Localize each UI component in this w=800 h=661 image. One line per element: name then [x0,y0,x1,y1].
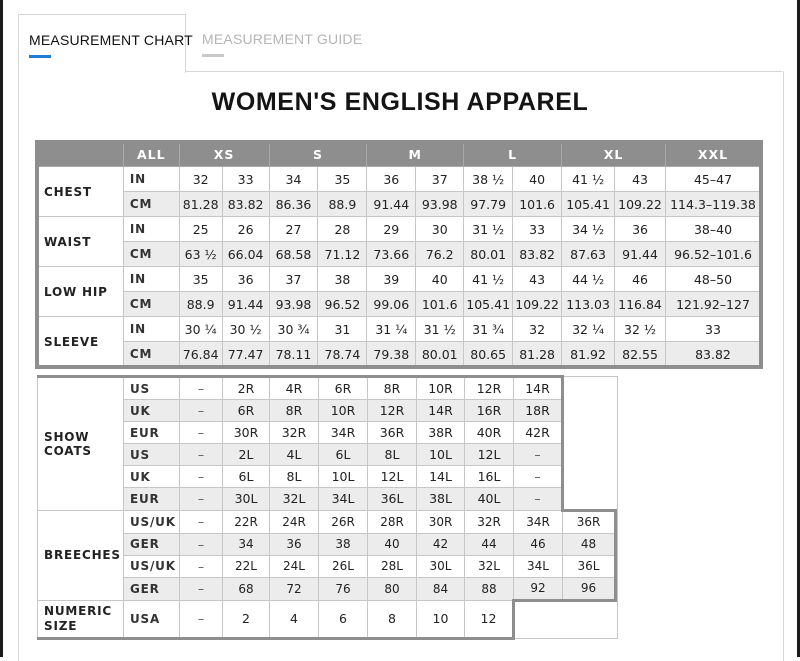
value-cell: 38 ½ [464,167,513,192]
value-cell: 81.28 [179,192,222,217]
value-cell: 83.82 [513,242,562,267]
value-cell: 66.04 [222,242,269,267]
size-cell: 2 [223,600,270,638]
size-cell: 10L [417,444,465,466]
size-cell: – [180,444,223,466]
size-header: S [269,143,367,167]
size-cell: 32L [465,555,514,577]
size-cell: 44 [465,533,514,555]
size-cell: 8 [368,600,417,638]
value-cell: 91.44 [615,242,666,267]
show-coats-row [38,466,618,488]
empty-cell [616,400,618,422]
size-cell: 32R [270,422,319,444]
value-cell: 93.98 [269,292,318,317]
size-cell: – [180,577,223,600]
size-cell: 4R [270,377,319,400]
value-cell: 31 ½ [464,217,513,242]
value-cell: 80.01 [464,242,513,267]
size-cell: 8L [368,444,417,466]
value-cell: 79.38 [367,342,416,367]
value-cell: 91.44 [367,192,416,217]
value-cell: 27 [269,217,318,242]
value-cell: 105.41 [562,192,615,217]
empty-cell [563,400,616,422]
empty-cell [563,600,616,638]
corner-cell [38,143,124,167]
unit-label: IN [123,267,179,292]
size-header: XXL [666,143,761,167]
value-cell: 32 [513,317,562,342]
value-cell: 25 [179,217,222,242]
measurement-row-cm [38,342,761,367]
size-cell: 48 [563,533,616,555]
value-cell: 46 [615,267,666,292]
breeches-row [38,510,618,533]
value-cell: 109.22 [513,292,562,317]
value-cell: 73.66 [367,242,416,267]
measurement-row-cm [38,242,761,267]
empty-cell [563,466,616,488]
value-cell: 31 ¾ [464,317,513,342]
unit-label: UK [124,466,180,488]
unit-label: CM [123,292,179,317]
size-cell: 36L [368,488,417,511]
unit-label: US [124,444,180,466]
value-cell: 116.84 [615,292,666,317]
size-cell: 12L [368,466,417,488]
value-cell: 91.44 [222,292,269,317]
unit-label: CM [123,242,179,267]
size-cell: 10R [319,400,368,422]
value-cell: 37 [416,167,464,192]
page-title: WOMEN'S ENGLISH APPAREL [211,88,589,116]
value-cell: 39 [367,267,416,292]
size-cell: 6L [223,466,270,488]
value-cell: 113.03 [562,292,615,317]
size-cell: 36L [563,555,616,577]
value-cell: 101.6 [416,292,464,317]
measurement-row-cm [38,192,761,217]
numeric-size-row [38,600,618,638]
value-cell: 32 [179,167,222,192]
value-cell: 82.55 [615,342,666,367]
value-cell: 86.36 [269,192,318,217]
value-cell: 99.06 [367,292,416,317]
value-cell: 83.82 [222,192,269,217]
value-cell: 96.52–101.6 [666,242,761,267]
empty-cell [563,444,616,466]
size-cell: 12R [368,400,417,422]
size-header: M [367,143,464,167]
size-cell: 68 [223,577,270,600]
empty-cell [563,422,616,444]
value-cell: 81.28 [513,342,562,367]
size-cell: 22R [223,510,270,533]
size-header-row [38,143,761,167]
size-cell: 30L [223,488,270,511]
unit-label: CM [123,192,179,217]
size-cell: 8R [368,377,417,400]
breeches-row [38,533,618,555]
size-header: L [464,143,562,167]
value-cell: 45–47 [666,167,761,192]
size-cell: 38R [417,422,465,444]
size-cell: 76 [319,577,368,600]
value-cell: 36 [222,267,269,292]
value-cell: 40 [416,267,464,292]
breeches-label: BREECHES [38,510,124,600]
value-cell: 36 [367,167,416,192]
numeric-size-label [38,600,124,638]
value-cell: 33 [513,217,562,242]
size-cell: 14R [417,400,465,422]
value-cell: 71.12 [318,242,367,267]
size-cell: 18R [514,400,563,422]
size-cell: 34 [223,533,270,555]
show-coats-row [38,488,618,511]
unit-label: US/UK [124,510,180,533]
size-header: ALL [123,143,179,167]
measurement-row-in [38,167,761,192]
size-cell: – [180,600,223,638]
empty-cell [616,488,618,511]
value-cell: 32 ½ [615,317,666,342]
size-cell: 16L [465,466,514,488]
value-cell: 101.6 [513,192,562,217]
value-cell: 41 ½ [464,267,513,292]
body-measurements-table [37,142,761,367]
value-cell: 33 [666,317,761,342]
size-cell: 10 [417,600,465,638]
measurement-label: WAIST [38,217,124,267]
value-cell: 63 ½ [179,242,222,267]
measurement-row-cm [38,292,761,317]
value-cell: 43 [513,267,562,292]
size-cell: 16R [465,400,514,422]
tab-label: MEASUREMENT CHART [29,32,193,48]
empty-cell [616,444,618,466]
empty-cell [616,577,618,600]
measurement-row-in [38,267,761,292]
value-cell: 34 ½ [562,217,615,242]
value-cell: 97.79 [464,192,513,217]
size-cell: 42R [514,422,563,444]
show-coats-row [38,377,618,400]
value-cell: 80.01 [416,342,464,367]
unit-label: GER [124,533,180,555]
value-cell: 33 [222,167,269,192]
show-coats-row [38,444,618,466]
measurement-label: CHEST [38,167,124,217]
size-cell: 28L [368,555,417,577]
value-cell: 88.9 [179,292,222,317]
size-cell: – [180,466,223,488]
value-cell: 105.41 [464,292,513,317]
garment-sizes-table [37,375,618,640]
size-header: XL [562,143,666,167]
size-cell: 4L [270,444,319,466]
value-cell: 30 ¾ [269,317,318,342]
value-cell: 93.98 [416,192,464,217]
size-cell: 26L [319,555,368,577]
value-cell: 96.52 [318,292,367,317]
tab-measurement-guide[interactable] [192,14,392,71]
size-cell: – [180,510,223,533]
size-cell: – [514,466,563,488]
size-cell: 10R [417,377,465,400]
unit-label: IN [123,217,179,242]
size-cell: 72 [270,577,319,600]
size-cell: 36R [368,422,417,444]
size-cell: 92 [514,577,563,600]
empty-cell [616,600,618,638]
value-cell: 26 [222,217,269,242]
label-line: SHOW [44,429,90,444]
size-cell: 26R [319,510,368,533]
size-cell: – [180,555,223,577]
size-cell: – [514,488,563,511]
value-cell: 43 [615,167,666,192]
value-cell: 48–50 [666,267,761,292]
size-cell: 36R [563,510,616,533]
empty-cell [616,377,618,400]
unit-label: UK [124,400,180,422]
size-cell: 40 [368,533,417,555]
size-cell: 12L [465,444,514,466]
show-coats-row [38,400,618,422]
size-cell: 38 [319,533,368,555]
value-cell: 109.22 [615,192,666,217]
size-cell: – [180,533,223,555]
unit-label: GER [124,577,180,600]
size-cell: 6R [319,377,368,400]
size-cell: 12 [465,600,514,638]
tab-label: MEASUREMENT GUIDE [202,31,363,47]
value-cell: 76.84 [179,342,222,367]
unit-label: IN [123,167,179,192]
size-cell: 6L [319,444,368,466]
breeches-row [38,555,618,577]
label-line: NUMERIC [44,603,113,618]
size-cell: – [180,422,223,444]
unit-label: IN [123,317,179,342]
unit-label: USA [124,600,180,638]
size-cell: 28R [368,510,417,533]
value-cell: 34 [269,167,318,192]
value-cell: 88.9 [318,192,367,217]
size-cell: 32L [270,488,319,511]
size-cell: 30L [417,555,465,577]
size-cell: 6 [319,600,368,638]
size-cell: 40R [465,422,514,444]
size-cell: 32R [465,510,514,533]
value-cell: 30 [416,217,464,242]
size-cell: – [180,377,223,400]
size-cell: 34L [514,555,563,577]
size-cell: 36 [270,533,319,555]
size-cell: 10L [319,466,368,488]
value-cell: 37 [269,267,318,292]
empty-cell [616,466,618,488]
value-cell: 78.11 [269,342,318,367]
size-cell: 46 [514,533,563,555]
empty-cell [514,600,563,638]
unit-label: EUR [124,488,180,511]
size-cell: 34R [514,510,563,533]
value-cell: 35 [318,167,367,192]
size-cell: 8L [270,466,319,488]
size-cell: 84 [417,577,465,600]
size-cell: 30R [417,510,465,533]
breeches-row [38,577,618,600]
unit-label: US [124,377,180,400]
value-cell: 78.74 [318,342,367,367]
value-cell: 83.82 [666,342,761,367]
value-cell: 31 ½ [416,317,464,342]
value-cell: 76.2 [416,242,464,267]
size-cell: 14L [417,466,465,488]
value-cell: 77.47 [222,342,269,367]
value-cell: 31 [318,317,367,342]
measurement-row-in [38,317,761,342]
empty-cell [616,510,618,533]
size-header: XS [179,143,269,167]
value-cell: 30 ¼ [179,317,222,342]
value-cell: 38 [318,267,367,292]
size-cell: 30R [223,422,270,444]
label-line: COATS [44,443,92,458]
value-cell: 121.92–127 [666,292,761,317]
value-cell: 44 ½ [562,267,615,292]
empty-cell [563,488,616,511]
value-cell: 28 [318,217,367,242]
value-cell: 80.65 [464,342,513,367]
value-cell: 87.63 [562,242,615,267]
size-cell: 34R [319,422,368,444]
inactive-tab-indicator [202,54,224,57]
size-cell: 24R [270,510,319,533]
empty-cell [616,555,618,577]
size-cell: 22L [223,555,270,577]
size-cell: 4 [270,600,319,638]
size-cell: 8R [270,400,319,422]
size-cell: 96 [563,577,616,600]
size-cell: – [180,400,223,422]
active-tab-indicator [29,55,51,58]
size-cell: – [514,444,563,466]
value-cell: 32 ¼ [562,317,615,342]
measurement-label: SLEEVE [38,317,124,367]
unit-label: CM [123,342,179,367]
show-coats-label [38,377,124,511]
empty-cell [616,422,618,444]
value-cell: 38–40 [666,217,761,242]
size-cell: 34L [319,488,368,511]
size-cell: 24L [270,555,319,577]
empty-cell [563,377,616,400]
show-coats-row [38,422,618,444]
value-cell: 31 ¼ [367,317,416,342]
value-cell: 30 ½ [222,317,269,342]
size-cell: 88 [465,577,514,600]
measurement-label: LOW HIP [38,267,124,317]
measurement-row-in [38,217,761,242]
value-cell: 29 [367,217,416,242]
value-cell: 114.3–119.38 [666,192,761,217]
unit-label: US/UK [124,555,180,577]
value-cell: 36 [615,217,666,242]
label-line: SIZE [44,618,78,633]
value-cell: 35 [179,267,222,292]
value-cell: 81.92 [562,342,615,367]
value-cell: 40 [513,167,562,192]
value-cell: 68.58 [269,242,318,267]
size-cell: 6R [223,400,270,422]
tab-bar [18,14,782,72]
empty-cell [616,533,618,555]
size-cell: 40L [465,488,514,511]
size-cell: 12R [465,377,514,400]
size-cell: 14R [514,377,563,400]
size-cell: 42 [417,533,465,555]
size-cell: 2L [223,444,270,466]
value-cell: 41 ½ [562,167,615,192]
size-cell: 80 [368,577,417,600]
size-cell: 38L [417,488,465,511]
tab-measurement-chart[interactable] [18,14,193,73]
size-cell: – [180,488,223,511]
unit-label: EUR [124,422,180,444]
size-cell: 2R [223,377,270,400]
